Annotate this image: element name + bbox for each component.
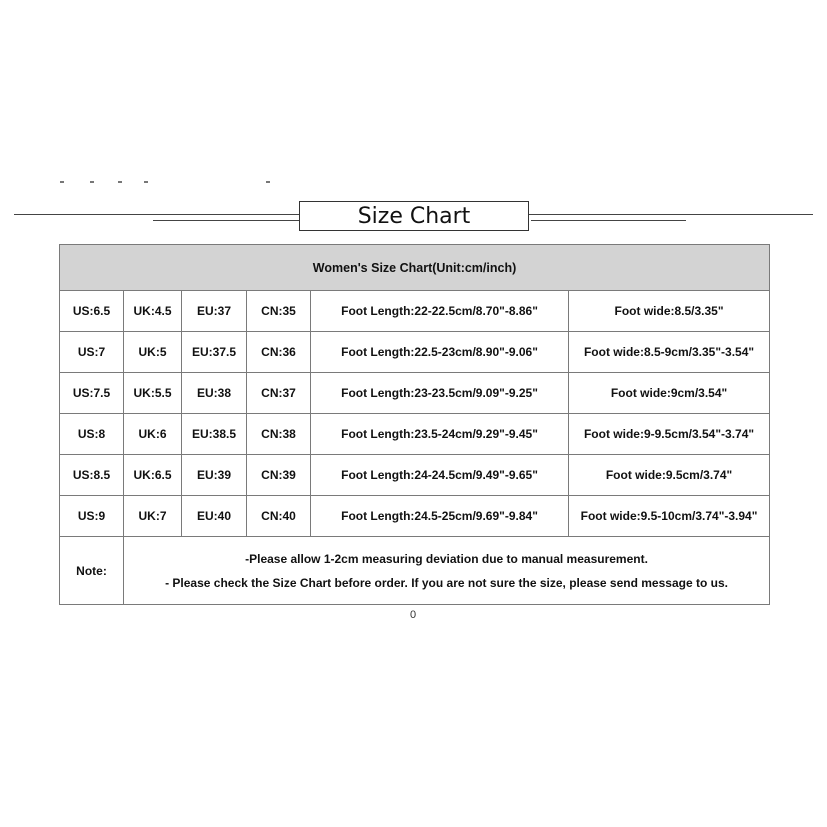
size-chart-table (59, 244, 770, 605)
table-header: Women's Size Chart(Unit:cm/inch) (60, 245, 770, 291)
foot-length: Foot Length:23-23.5cm/9.09"-9.25" (311, 373, 569, 414)
foot-length: Foot Length:24.5-25cm/9.69"-9.84" (311, 496, 569, 537)
note-line: - Please check the Size Chart before order. If you are not sure the size, please send message to us. (165, 575, 728, 590)
cn-size: CN:38 (247, 414, 311, 455)
us-size: US:6.5 (60, 291, 124, 332)
note-line: -Please allow 1-2cm measuring deviation due to manual measurement. (245, 551, 648, 566)
foot-length: Foot Length:24-24.5cm/9.49"-9.65" (311, 455, 569, 496)
uk-size: UK:6 (124, 414, 182, 455)
speck (118, 181, 122, 183)
us-size: US:7 (60, 332, 124, 373)
foot-wide: Foot wide:9cm/3.54" (569, 373, 770, 414)
us-size: US:8 (60, 414, 124, 455)
speck (144, 181, 148, 183)
cn-size: CN:35 (247, 291, 311, 332)
table-row (60, 291, 770, 332)
us-size: US:8.5 (60, 455, 124, 496)
uk-size: UK:6.5 (124, 455, 182, 496)
foot-length: Foot Length:22-22.5cm/8.70"-8.86" (311, 291, 569, 332)
table-row (60, 455, 770, 496)
uk-size: UK:5 (124, 332, 182, 373)
foot-wide: Foot wide:9.5cm/3.74" (569, 455, 770, 496)
foot-wide: Foot wide:8.5-9cm/3.35"-3.54" (569, 332, 770, 373)
divider-left (153, 220, 299, 221)
decorative-specks (60, 181, 280, 187)
cn-size: CN:37 (247, 373, 311, 414)
eu-size: EU:40 (182, 496, 247, 537)
uk-size: UK:7 (124, 496, 182, 537)
eu-size: EU:37.5 (182, 332, 247, 373)
divider-right (531, 220, 686, 221)
us-size: US:7.5 (60, 373, 124, 414)
foot-wide: Foot wide:9.5-10cm/3.74"-3.94" (569, 496, 770, 537)
foot-length: Foot Length:23.5-24cm/9.29"-9.45" (311, 414, 569, 455)
cn-size: CN:39 (247, 455, 311, 496)
table-row (60, 414, 770, 455)
eu-size: EU:39 (182, 455, 247, 496)
footer-text: 0 (410, 609, 417, 621)
uk-size: UK:4.5 (124, 291, 182, 332)
speck (90, 181, 94, 183)
table-row (60, 496, 770, 537)
cn-size: CN:40 (247, 496, 311, 537)
uk-size: UK:5.5 (124, 373, 182, 414)
table-row (60, 332, 770, 373)
us-size: US:9 (60, 496, 124, 537)
table-row (60, 373, 770, 414)
page-title: Size Chart (299, 201, 529, 231)
eu-size: EU:37 (182, 291, 247, 332)
foot-wide: Foot wide:9-9.5cm/3.54"-3.74" (569, 414, 770, 455)
note-text (124, 537, 770, 605)
note-label: Note: (60, 537, 124, 605)
cn-size: CN:36 (247, 332, 311, 373)
eu-size: EU:38 (182, 373, 247, 414)
foot-wide: Foot wide:8.5/3.35" (569, 291, 770, 332)
foot-length: Foot Length:22.5-23cm/8.90"-9.06" (311, 332, 569, 373)
speck (266, 181, 270, 183)
eu-size: EU:38.5 (182, 414, 247, 455)
speck (60, 181, 64, 183)
